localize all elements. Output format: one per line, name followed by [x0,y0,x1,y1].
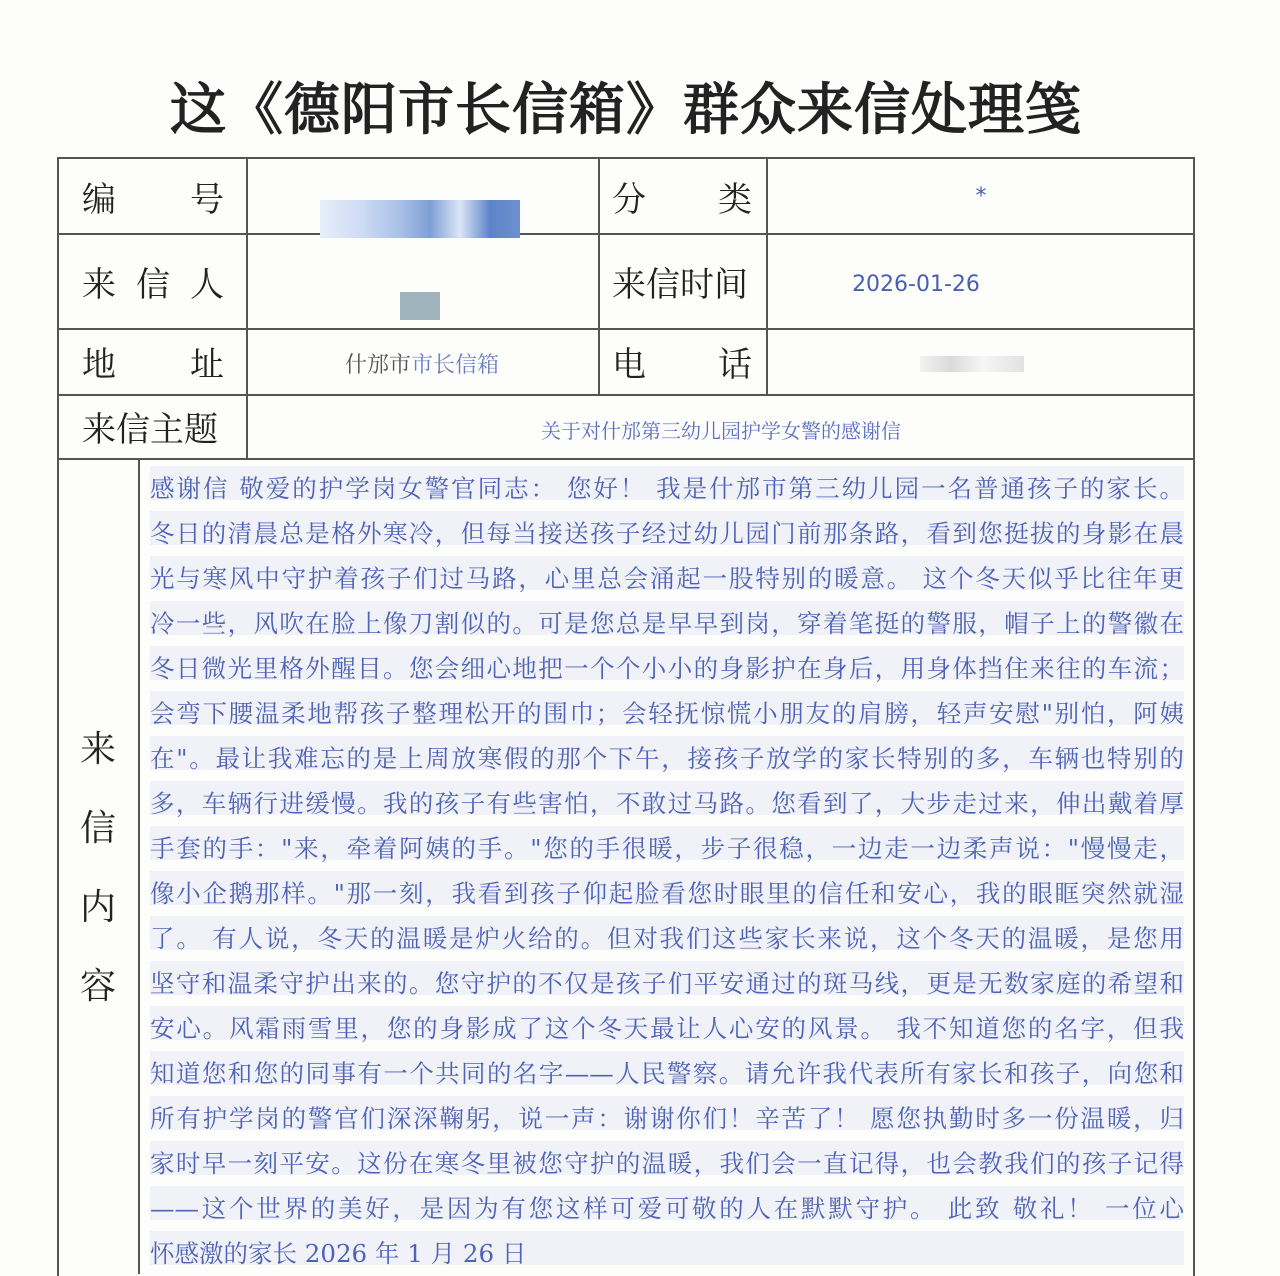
letter-line: 感谢信 敬爱的护学岗女警官同志： 您好！ 我是什邡市第三幼儿园一名普通孩子的家长。 [150,474,1184,503]
address-value [248,330,596,396]
letter-line: 在"。最让我难忘的是上周放寒假的那个下午，接孩子放学的家长特别的多，车辆也特别的 [150,744,1184,773]
address-label: 地 址 [82,344,224,385]
content-label: 来 信 内 容 [79,729,116,1007]
phone-label: 电 话 [612,344,752,385]
redacted-sender [400,292,440,320]
category-label: 分 类 [612,179,752,220]
letter-line: 知道您和您的同事有一个共同的名字——人民警察。请允许我代表所有家长和孩子，向您和 [150,1059,1184,1088]
letter-line: 手套的手："来，牵着阿姨的手。"您的手很暖，步子很稳，一边走一边柔声说："慢慢走， [150,834,1184,863]
redacted-number [320,200,520,238]
address-mailbox: 市长信箱 [411,352,500,378]
sender-label: 来 信 人 [82,264,224,305]
letter-line-last: 怀感激的家长 2026 年 1 月 26 日 [150,1239,527,1268]
column-divider [598,157,600,394]
letter-line: 安心。风霜雨雪里，您的身影成了这个冬天最让人心安的风景。 我不知道您的名字，但我 [150,1014,1184,1043]
column-divider [138,458,140,1274]
date-value: 2026-01-26 [852,271,980,297]
letter-line: 家时早一刻平安。这份在寒冬里被您守护的温暖，我们会一直记得，也会教我们的孩子记得 [150,1149,1184,1178]
number-label: 编 号 [82,179,224,220]
subject-label: 来信主题 [82,409,218,450]
letter-line: 了。 有人说，冬天的温暖是炉火给的。但对我们这些家长来说，这个冬天的温暖，是您用 [150,924,1184,953]
letter-line: 多，车辆行进缓慢。我的孩子有些害怕，不敢过马路。您看到了，大步走过来，伸出戴着厚 [150,789,1184,818]
letter-line: 冬日微光里格外醒目。您会细心地把一个个小小的身影护在身后，用身体挡住来往的车流； [150,654,1184,683]
letter-line: ——这个世界的美好，是因为有您这样可爱可敬的人在默默守护。 此致 敬礼！ 一位心 [150,1194,1184,1223]
category-value: * [975,183,987,209]
letter-line: 光与寒风中守护着孩子们过马路，心里总会涌起一股特别的暖意。 这个冬天似乎比往年更 [150,564,1184,593]
letter-line: 坚守和温柔守护出来的。您守护的不仅是孩子们平安通过的斑马线，更是无数家庭的希望和 [150,969,1184,998]
letter-line: 像小企鹅那样。"那一刻，我看到孩子仰起脸看您时眼里的信任和安心，我的眼眶突然就湿 [150,879,1184,908]
address-city: 什邡市 [344,352,411,378]
letter-line: 所有护学岗的警官们深深鞠躬，说一声：谢谢你们！辛苦了！ 愿您执勤时多一份温暖，归 [150,1104,1184,1133]
letter-line: 冬日的清晨总是格外寒冷，但每当接送孩子经过幼儿园门前那条路，看到您挺拔的身影在晨 [150,519,1184,548]
letter-line: 冷一些，风吹在脸上像刀割似的。可是您总是早早到岗，穿着笔挺的警服，帽子上的警徽在 [150,609,1184,638]
letter-line: 会弯下腰温柔地帮孩子整理松开的围巾；会轻抚惊慌小朋友的肩膀，轻声安慰"别怕，阿姨 [150,699,1184,728]
date-label: 来信时间 [612,264,748,305]
letter-body [150,466,1184,1276]
redacted-phone [920,356,1024,372]
document-title: 这《德阳市长信箱》群众来信处理笺 [170,77,1082,143]
row-divider [57,233,1195,235]
subject-value: 关于对什邡第三幼儿园护学女警的感谢信 [541,418,901,443]
